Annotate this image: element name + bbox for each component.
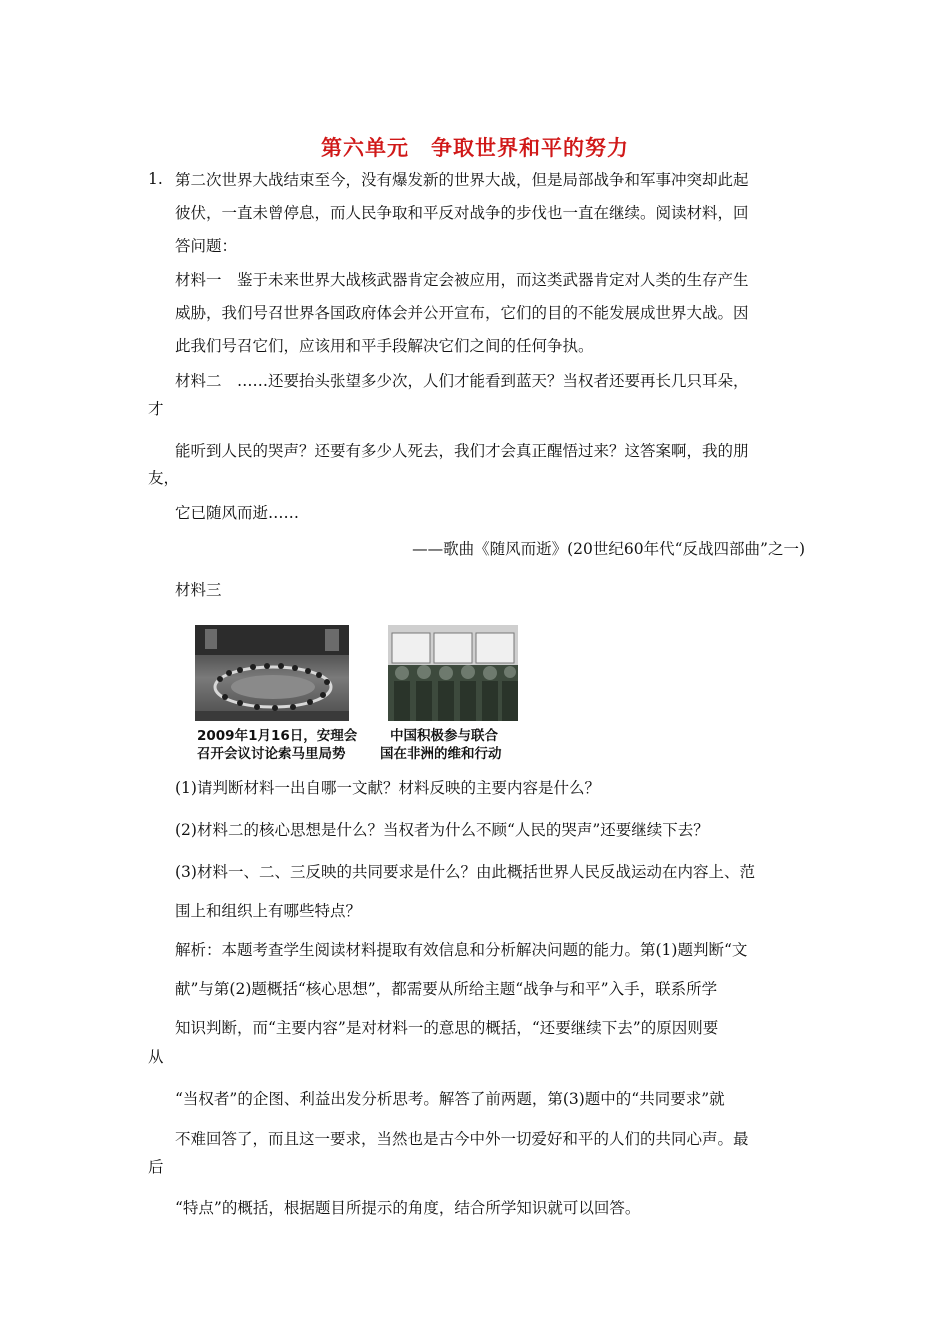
analysis-line: “当权者”的企图、利益出发分析思考。解答了前两题，第(3)题中的“共同要求”就 (175, 1090, 725, 1108)
photo-caption: 中国积极参与联合 (390, 728, 498, 744)
question-stem-line: 彼伏，一直未曾停息，而人民争取和平反对战争的步伐也一直在继续。阅读材料，回 (175, 204, 749, 222)
analysis-line: 献”与第(2)题概括“核心思想”，都需要从所给主题“战争与和平”入手，联系所学 (175, 980, 718, 998)
photo-caption: 国在非洲的维和行动 (380, 746, 502, 762)
material1-line: 威胁，我们号召世界各国政府体会并公开宣布，它们的目的不能发展成世界大战。因 (175, 304, 749, 322)
sub-question-3: (3)材料一、二、三反映的共同要求是什么？由此概括世界人民反战运动在内容上、范 (175, 863, 755, 881)
material2-line: 它已随风而逝…… (175, 504, 300, 522)
photo-caption: 2009年1月16日，安理会 (197, 728, 358, 744)
analysis-line: “特点”的概括，根据题目所提示的角度，结合所学知识就可以回答。 (175, 1199, 641, 1217)
question-stem-line: 答问题： (175, 237, 238, 255)
analysis-line: 不难回答了，而且这一要求，当然也是古今中外一切爱好和平的人们的共同心声。最 (175, 1130, 749, 1148)
analysis-line: 从 (148, 1048, 164, 1066)
material3-label: 材料三 (175, 581, 222, 599)
material1-line: 材料一 鉴于未来世界大战核武器肯定会被应用，而这类武器肯定对人类的生存产生 (175, 271, 749, 289)
sub-question-1: (1)请判断材料一出自哪一文献？材料反映的主要内容是什么？ (175, 779, 600, 797)
sub-question-2: (2)材料二的核心思想是什么？当权者为什么不顾“人民的哭声”还要继续下去？ (175, 821, 709, 839)
question-number: 1. (148, 170, 163, 188)
material2-line: 材料二 ……还要抬头张望多少次，人们才能看到蓝天？当权者还要再长几只耳朵， (175, 372, 749, 390)
analysis-line: 后 (148, 1158, 164, 1176)
unit-title: 第六单元 争取世界和平的努力 (321, 135, 629, 160)
analysis-line: 知识判断，而“主要内容”是对材料一的意思的概括，“还要继续下去”的原因则要 (175, 1019, 719, 1037)
security-council-meeting-photo (195, 625, 349, 721)
material2-line: 友， (148, 469, 180, 487)
analysis-line: 解析：本题考查学生阅读材料提取有效信息和分析解决问题的能力。第(1)题判断“文 (175, 941, 748, 959)
question-stem-line: 第二次世界大战结束至今，没有爆发新的世界大战，但是局部战争和军事冲突却此起 (175, 171, 749, 189)
material2-line: 能听到人民的哭声？还要有多少人死去，我们才会真正醒悟过来？这答案啊，我的朋 (175, 442, 749, 460)
peacekeepers-photo (388, 625, 518, 721)
material2-line: 才 (148, 400, 164, 418)
sub-question-3-cont: 围上和组织上有哪些特点？ (175, 902, 362, 920)
photo-caption: 召开会议讨论索马里局势 (197, 746, 346, 762)
material1-line: 此我们号召它们，应该用和平手段解决它们之间的任何争执。 (175, 337, 594, 355)
material2-source: ——歌曲《随风而逝》(20世纪60年代“反战四部曲”之一) (412, 540, 805, 558)
